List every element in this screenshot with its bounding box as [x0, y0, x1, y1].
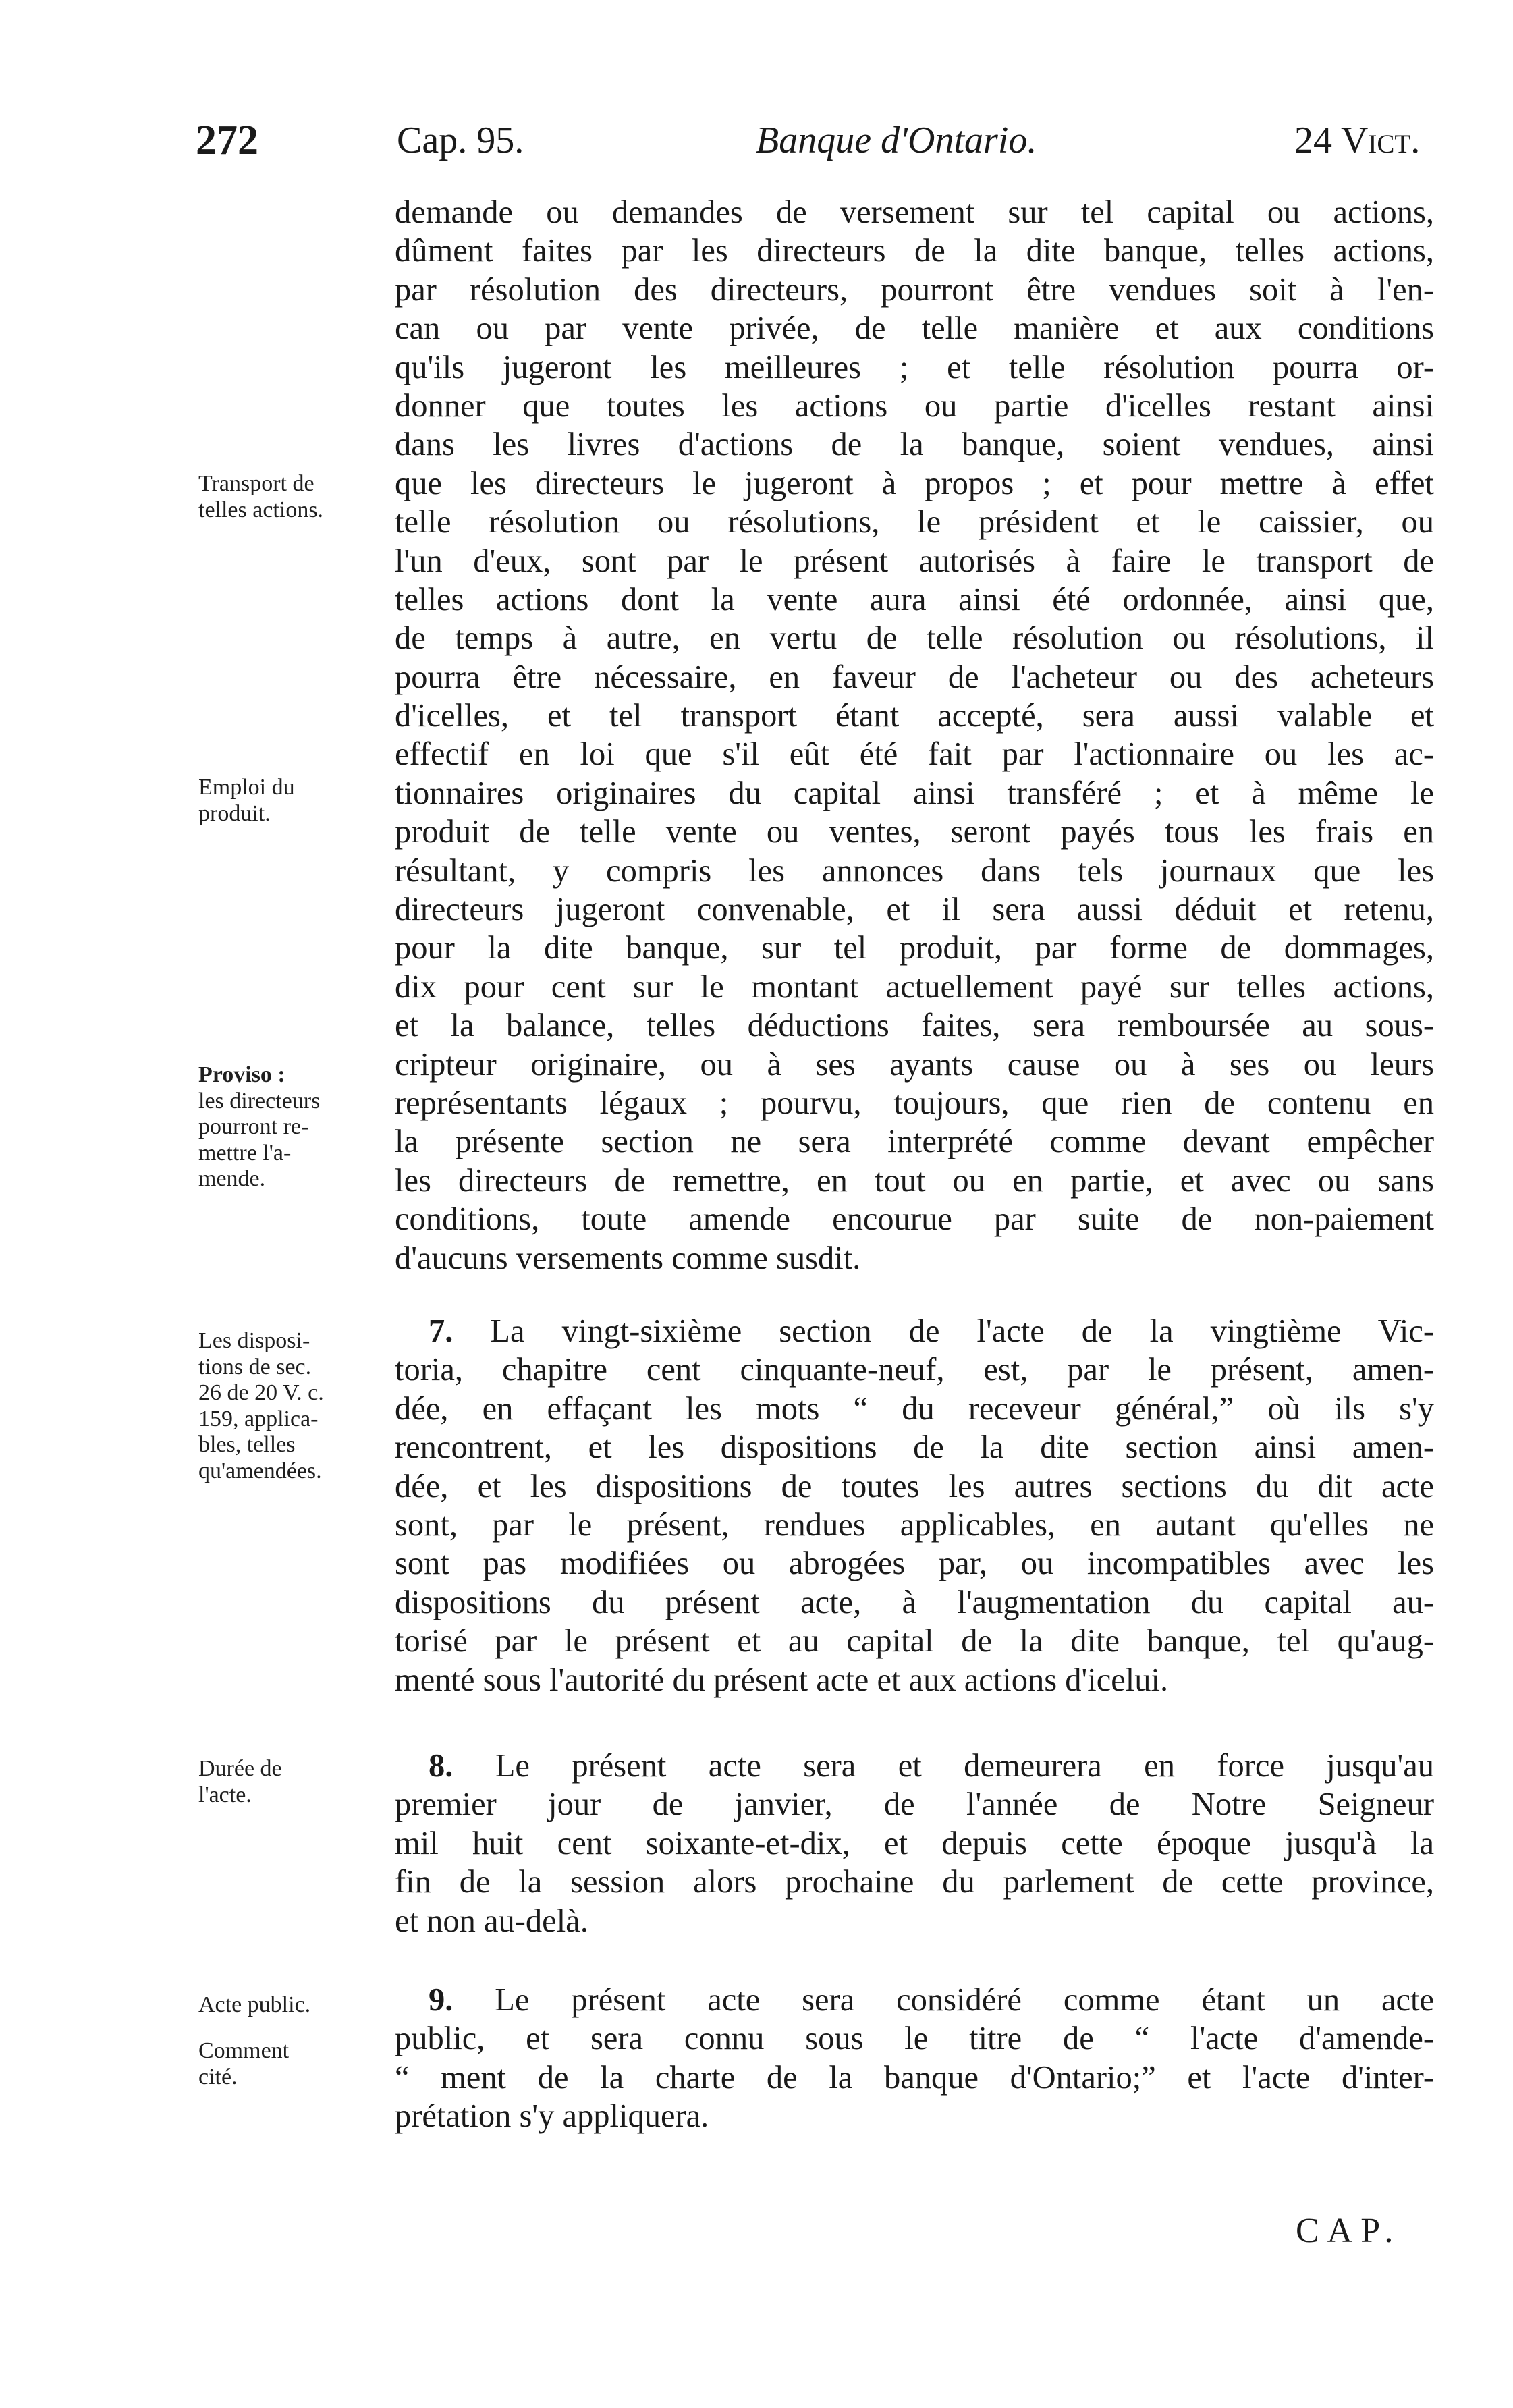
text-line: menté sous l'autorité du présent acte et aux actions d'icelui.	[395, 1662, 1169, 1698]
text-line: telle résolution ou résolutions, le président et le caissier, ou	[395, 504, 1434, 541]
text-line: dix pour cent sur le montant actuellement payé sur telles actions,	[395, 968, 1434, 1005]
text-line: telles actions dont la vente aura ainsi été ordonnée, ainsi que,	[395, 581, 1434, 618]
margin-note-dispositions: Les disposi- tions de sec. 26 de 20 V. c. 159, applica- bles, telles qu'amendées.	[198, 1328, 324, 1483]
text-line: la présente section ne sera interprété comme devant empêcher	[395, 1124, 1434, 1160]
text-line: conditions, toute amende encourue par suite de non-paiement	[395, 1201, 1434, 1238]
text-line: dée, et les dispositions de toutes les autres sections du dit acte	[395, 1468, 1434, 1504]
text-line: fin de la session alors prochaine du parlement de cette province,	[395, 1864, 1434, 1900]
text-line: torisé par le présent et au capital de la dite banque, tel qu'aug-	[395, 1623, 1434, 1660]
text-line: directeurs jugeront convenable, et il sera aussi déduit et retenu,	[395, 892, 1434, 928]
text-line: d'aucuns versements comme susdit.	[395, 1240, 861, 1276]
regnal-year: 24 Vict.	[1294, 119, 1421, 161]
text-line: demande ou demandes de versement sur tel capital ou actions,	[395, 194, 1434, 230]
text-line: d'icelles, et tel transport étant accepté, sera aussi valable et	[395, 698, 1434, 734]
text-line: “ ment de la charte de la banque d'Ontario;” et l'acte d'inter-	[395, 2059, 1434, 2096]
text-line: dée, en effaçant les mots “ du receveur général,” où ils s'y	[395, 1390, 1434, 1427]
text-line: La vingt-sixième section de l'acte de la vingtième Vic-	[490, 1313, 1434, 1349]
margin-note-transport: Transport de telles actions.	[198, 471, 324, 522]
running-title: Banque d'Ontario.	[756, 119, 1037, 161]
margin-note-acte-public: Acte public.	[198, 1992, 311, 2017]
margin-note-comment-cite: Comment cité.	[198, 2038, 290, 2089]
text-line: représentants légaux ; pourvu, toujours, que rien de contenu en	[395, 1085, 1434, 1121]
section-number: 8.	[429, 1748, 453, 1784]
text-line: Le présent acte sera et demeurera en force jusqu'au	[495, 1748, 1434, 1784]
text-line: dûment faites par les directeurs de la dite banque, telles actions,	[395, 233, 1434, 269]
section-number: 9.	[429, 1982, 453, 2018]
text-line: sont pas modifiées ou abrogées par, ou incompatibles avec les	[395, 1545, 1434, 1582]
text-line: que les directeurs le jugeront à propos ; et pour mettre à effet	[395, 465, 1434, 501]
section-8-first-line	[395, 1747, 1434, 1785]
section-7-first-line	[395, 1312, 1434, 1350]
text-line: les directeurs de remettre, en tout ou en partie, et avec ou sans	[395, 1162, 1434, 1199]
text-line: l'un d'eux, sont par le présent autorisés à faire le transport de	[395, 543, 1434, 579]
section-7	[395, 1312, 1434, 1699]
margin-note-emploi: Emploi du produit.	[198, 775, 295, 826]
text-line: de temps à autre, en vertu de telle résolution ou résolutions, il	[395, 620, 1434, 657]
text-line: toria, chapitre cent cinquante-neuf, est, par le présent, amen-	[395, 1352, 1434, 1388]
section-8	[395, 1747, 1434, 1940]
section-9	[395, 1981, 1434, 2136]
text-line: prétation s'y appliquera.	[395, 2098, 709, 2135]
text-line: par résolution des directeurs, pourront être vendues soit à l'en-	[395, 271, 1434, 308]
text-line: résultant, y compris les annonces dans tels journaux que les	[395, 852, 1434, 889]
text-line: cripteur originaire, ou à ses ayants cause ou à ses ou leurs	[395, 1046, 1434, 1083]
chapter-label: Cap. 95.	[397, 119, 524, 161]
continuation-paragraph	[395, 193, 1434, 1278]
text-line: produit de telle vente ou ventes, seront payés tous les frais en	[395, 814, 1434, 850]
text-line: sont, par le présent, rendues applicables, en autant qu'elles ne	[395, 1506, 1434, 1543]
page-number: 272	[196, 117, 258, 163]
text-line: donner que toutes les actions ou partie d'icelles restant ainsi	[395, 387, 1434, 424]
text-line: pourra être nécessaire, en faveur de l'acheteur ou des acheteurs	[395, 659, 1434, 695]
margin-note-proviso: Proviso : les directeurs pourront re- mettre l'a- mende.	[198, 1062, 321, 1191]
text-line: pour la dite banque, sur tel produit, par forme de dommages,	[395, 930, 1434, 966]
section-number: 7.	[429, 1313, 453, 1349]
text-line: dispositions du présent acte, à l'augmentation du capital au-	[395, 1584, 1434, 1620]
text-line: effectif en loi que s'il eût été fait par l'actionnaire ou les ac-	[395, 736, 1434, 773]
text-line: mil huit cent soixante-et-dix, et depuis cette époque jusqu'à la	[395, 1825, 1434, 1861]
text-line: et la balance, telles déductions faites, sera remboursée au sous-	[395, 1008, 1434, 1044]
text-line: qu'ils jugeront les meilleures ; et telle résolution pourra or-	[395, 349, 1434, 385]
text-line: Le présent acte sera considéré comme étant un acte	[495, 1982, 1435, 2018]
text-line: premier jour de janvier, de l'année de Notre Seigneur	[395, 1786, 1434, 1823]
margin-note-duree: Durée de l'acte.	[198, 1756, 282, 1807]
section-9-first-line	[395, 1981, 1434, 2019]
text-line: dans les livres d'actions de la banque, soient vendues, ainsi	[395, 427, 1434, 463]
text-line: public, et sera connu sous le titre de “ l'acte d'amende-	[395, 2021, 1434, 2057]
text-line: can ou par vente privée, de telle manière et aux conditions	[395, 310, 1434, 347]
text-line: rencontrent, et les dispositions de la dite section ainsi amen-	[395, 1429, 1434, 1466]
catchword: CAP.	[1296, 2212, 1402, 2250]
text-line: et non au-delà.	[395, 1903, 588, 1939]
text-line: tionnaires originaires du capital ainsi transféré ; et à même le	[395, 775, 1434, 811]
